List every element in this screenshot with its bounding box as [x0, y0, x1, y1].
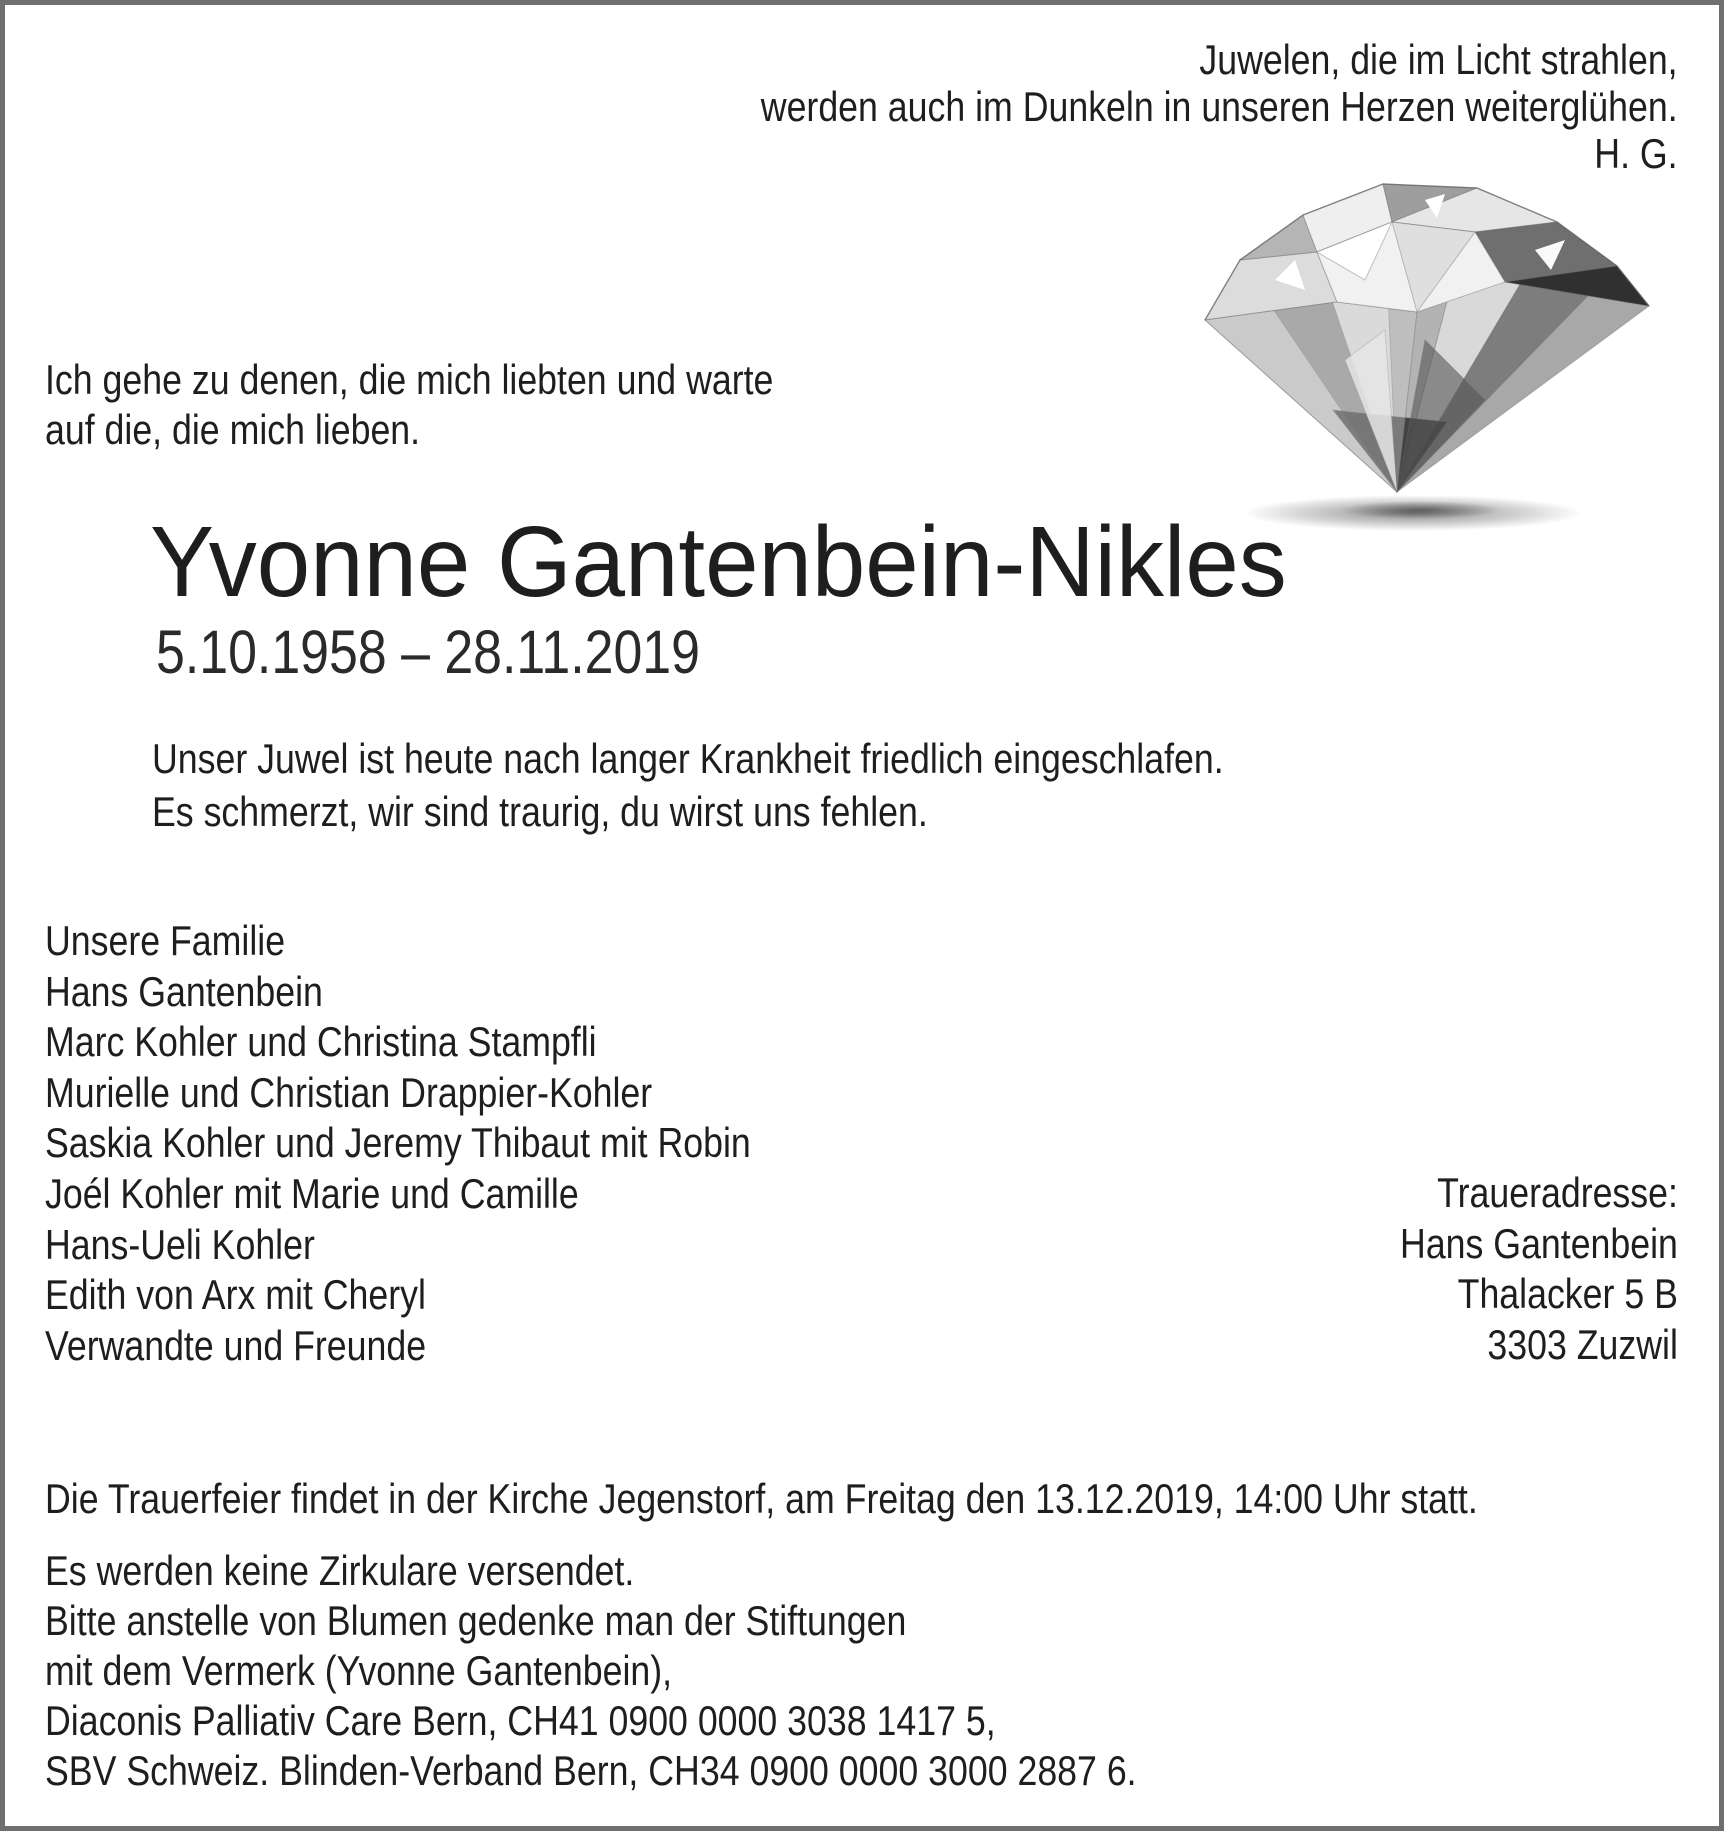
family-member: Hans Gantenbein: [45, 967, 323, 1015]
diamond-shadow: [1243, 495, 1583, 531]
mourning-address-city: 3303 Zuzwil: [1487, 1320, 1678, 1368]
family-list: [45, 916, 751, 1371]
epigraph-line: Juwelen, die im Licht strahlen,: [1199, 36, 1678, 83]
family-heading: Unsere Familie: [45, 917, 286, 964]
deceased-dates: 5.10.1958 – 28.11.2019: [156, 618, 700, 686]
family-member: Murielle und Christian Drappier-Kohler: [45, 1068, 653, 1116]
notes-line: mit dem Vermerk (Yvonne Gantenbein),: [45, 1647, 673, 1694]
message-line: Es schmerzt, wir sind traurig, du wirst uns fehlen.: [152, 788, 928, 835]
epigraph-line: werden auch im Dunkeln in unseren Herzen weiterglühen.: [761, 83, 1678, 130]
mourning-address: [1400, 1168, 1678, 1370]
diamond-illustration: [1185, 160, 1675, 565]
epigraph-attribution: H. G.: [1594, 130, 1678, 177]
intro-line: auf die, die mich lieben.: [45, 406, 421, 453]
family-member: Marc Kohler und Christina Stampfli: [45, 1018, 597, 1066]
notes-line: SBV Schweiz. Blinden-Verband Bern, CH34 0900 0000 3000 2887 6.: [45, 1747, 1137, 1794]
family-member: Hans-Ueli Kohler: [45, 1220, 315, 1268]
mourning-address-name: Hans Gantenbein: [1400, 1219, 1678, 1267]
deceased-name: Yvonne Gantenbein-Nikles: [150, 506, 1287, 618]
message-line: Unser Juwel ist heute nach langer Krankheit friedlich eingeschlafen.: [152, 735, 1224, 782]
notes-line: Es werden keine Zirkulare versendet.: [45, 1547, 635, 1594]
mourning-address-street: Thalacker 5 B: [1457, 1270, 1678, 1318]
family-member: Saskia Kohler und Jeremy Thibaut mit Robin: [45, 1119, 751, 1167]
epigraph: [761, 36, 1678, 177]
mourning-address-label: Traueradresse:: [1437, 1169, 1678, 1216]
intro-line: Ich gehe zu denen, die mich liebten und warte: [45, 356, 774, 403]
family-member: Edith von Arx mit Cheryl: [45, 1271, 426, 1319]
diamond-image: [1185, 160, 1675, 565]
notes-line: Bitte anstelle von Blumen gedenke man der Stiftungen: [45, 1597, 907, 1644]
intro-verse: [45, 355, 773, 455]
condolence-message: [152, 732, 1224, 838]
family-member: Verwandte und Freunde: [45, 1321, 427, 1369]
notes-line: Diaconis Palliativ Care Bern, CH41 0900 0000 3038 1417 5,: [45, 1697, 996, 1744]
closing-notes: [45, 1546, 1137, 1796]
family-member: Joél Kohler mit Marie und Camille: [45, 1169, 579, 1217]
service-info: Die Trauerfeier findet in der Kirche Jegenstorf, am Freitag den 13.12.2019, 14:00 Uhr statt.: [45, 1475, 1478, 1522]
